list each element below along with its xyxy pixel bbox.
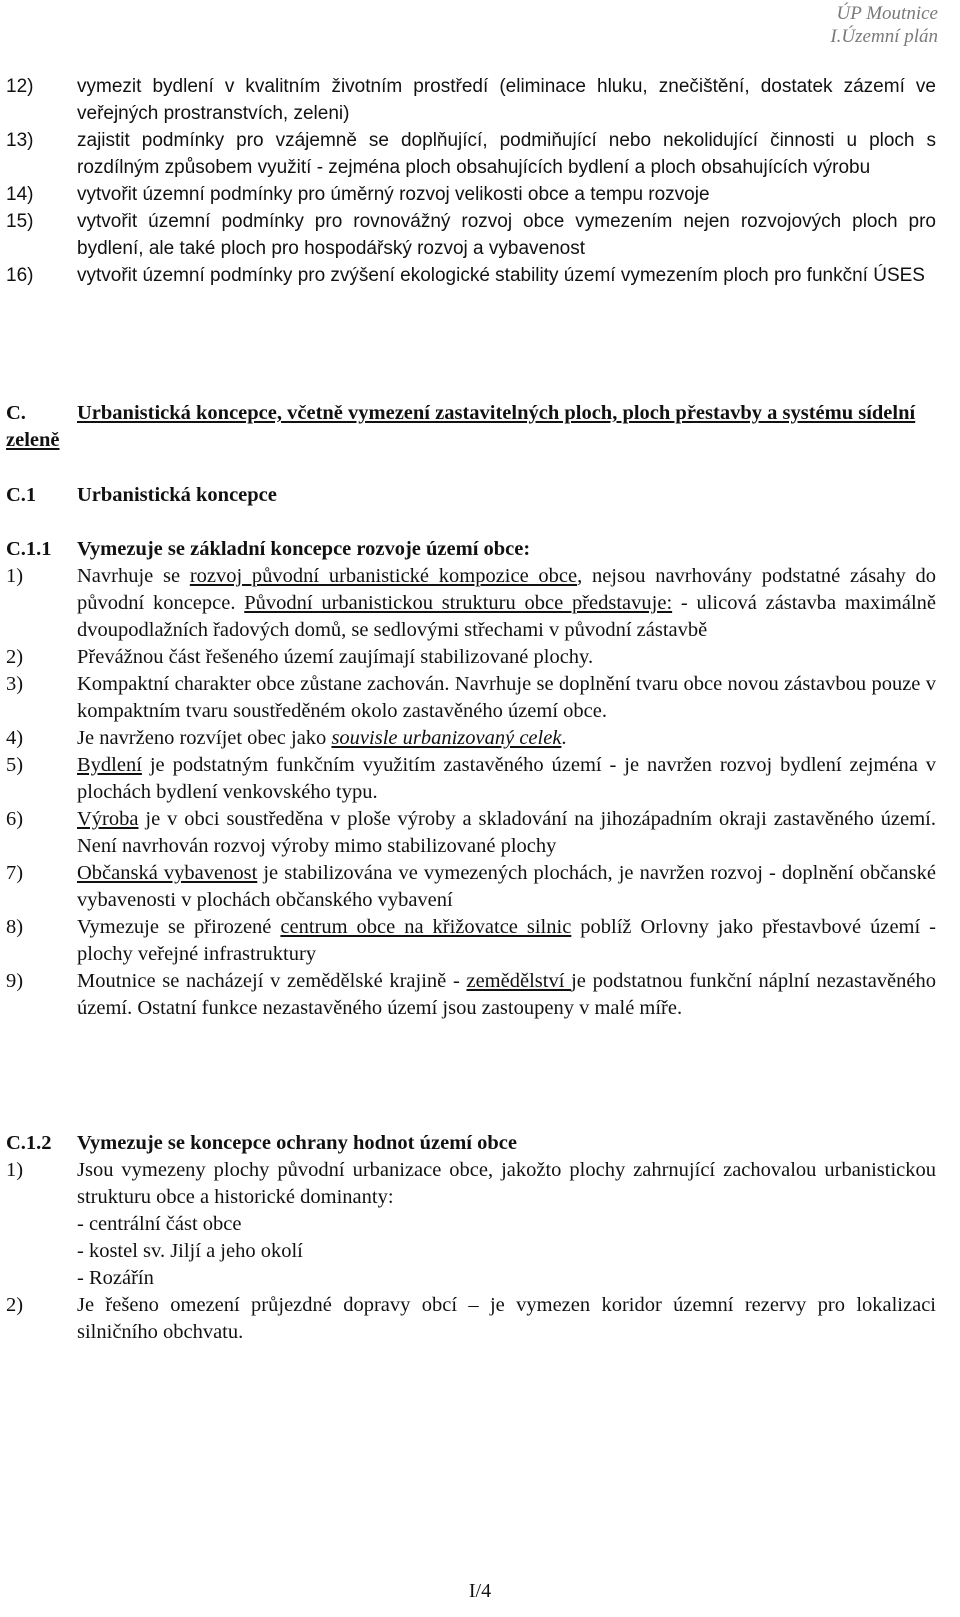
header-project: ÚP Moutnice: [836, 3, 938, 24]
text-run: Je navrženo rozvíjet obec jako: [77, 727, 332, 749]
c11-heading: [6, 536, 936, 563]
list-item: [6, 73, 936, 127]
list-item: [6, 262, 936, 289]
underlined-text: Občanská vybavenost: [77, 862, 258, 884]
list-item: [6, 563, 936, 644]
item-text: [77, 914, 936, 968]
list-item: [6, 181, 936, 208]
item-text: Převážnou část řešeného území zaujímají stabilizované plochy.: [77, 646, 594, 668]
list-item: [6, 671, 936, 725]
list-item: [6, 968, 936, 1022]
text-run: je stabilizována ve vymezených plochách, je navržen rozvoj - doplnění občanské vybavenosti v plochách občanského vybavení: [77, 862, 936, 911]
goals-list: [6, 73, 936, 289]
item-number: 14): [6, 184, 34, 205]
list-item: [6, 208, 936, 262]
item-text: [77, 968, 936, 1022]
text-run: Navrhuje se: [77, 565, 190, 587]
section-c-label: C.: [6, 402, 26, 424]
section-c-heading: [6, 400, 926, 454]
item-number: 15): [6, 211, 34, 232]
item-number: 1): [6, 1159, 24, 1181]
section-c-title: Urbanistická koncepce, včetně vymezení zastavitelných ploch, ploch přestavby a systému sídelní zeleně: [6, 402, 916, 451]
text-run: Vymezuje se přirozené: [77, 916, 281, 938]
text-run: - ulicová zástavba maximálně dvoupodlažních řadových domů, se sedlovými střechami v původní zástavbě: [77, 592, 936, 641]
item-number: 7): [6, 862, 24, 884]
item-number: 9): [6, 970, 24, 992]
emphasized-text: souvisle urbanizovaný celek: [331, 727, 562, 749]
item-text: vymezit bydlení v kvalitním životním prostředí (eliminace hluku, znečištění, dostatek zázemí ve veřejných prostranstvích, zeleni): [77, 76, 936, 124]
text-run: je podstatným funkčním využitím zastavěného území - je navržen rozvoj bydlení zejména v plochách bydlení venkovského typu.: [77, 754, 936, 803]
item-number: 2): [6, 1294, 24, 1316]
dash-item: - centrální část obce: [77, 1213, 242, 1235]
item-number: 2): [6, 646, 24, 668]
list-item: [6, 914, 936, 968]
c11-label: C.1.1: [6, 538, 52, 560]
text-run: Jsou vymezeny plochy původní urbanizace obce, jakožto plochy zahrnující zachovalou urbanistickou strukturu obce a historické dominanty:: [77, 1159, 936, 1208]
list-item: [6, 1292, 936, 1346]
header-part: I.Územní plán: [830, 26, 938, 47]
c12-label: C.1.2: [6, 1132, 52, 1154]
dash-item: - kostel sv. Jiljí a jeho okolí: [77, 1240, 303, 1262]
dash-item: - Rozářín: [77, 1267, 154, 1289]
item-text: vytvořit územní podmínky pro zvýšení ekologické stability území vymezením ploch pro funkční ÚSES: [77, 265, 925, 286]
item-text: Je řešeno omezení průjezdné dopravy obcí – je vymezen koridor územní rezervy pro lokalizaci silničního obchvatu.: [77, 1294, 936, 1343]
item-text: [77, 725, 936, 752]
list-item: [6, 752, 936, 806]
list-item: [6, 725, 936, 752]
c12-title: Vymezuje se koncepce ochrany hodnot území obce: [77, 1132, 517, 1154]
item-text: [77, 1157, 936, 1292]
page-number: I/4: [468, 1580, 492, 1602]
c1-label: C.1: [6, 484, 37, 506]
underlined-text: rozvoj původní urbanistické kompozice obce: [189, 565, 578, 587]
item-number: 1): [6, 565, 24, 587]
text-run: poblíž Orlovny jako přestavbové území - plochy veřejné infrastruktury: [77, 916, 936, 965]
item-number: 4): [6, 727, 24, 749]
item-text: [77, 752, 936, 806]
c12-heading: [6, 1130, 936, 1157]
c1-heading: [6, 482, 936, 509]
c11-section: [6, 536, 936, 1022]
item-number: 13): [6, 130, 34, 151]
item-text: zajistit podmínky pro vzájemně se doplňující, podmiňující nebo nekolidující činnosti u ploch s rozdílným způsobem využití - zejména ploch obsahujících bydlení a ploch obsahujících výrobu: [77, 130, 936, 178]
list-item: [6, 644, 936, 671]
list-item: [6, 860, 936, 914]
text-run: , nejsou navrhovány podstatné zásahy do původní koncepce.: [77, 565, 937, 614]
item-number: 12): [6, 76, 34, 97]
item-text: vytvořit územní podmínky pro rovnovážný rozvoj obce vymezením nejen rozvojových ploch pro bydlení, ale také ploch pro hospodářský rozvoj a vybavenost: [77, 211, 936, 259]
underlined-text: zemědělství: [466, 970, 572, 992]
item-text: vytvořit územní podmínky pro úměrný rozvoj velikosti obce a tempu rozvoje: [77, 184, 710, 205]
document-header: [830, 2, 938, 48]
c12-section: [6, 1130, 936, 1346]
underlined-text: Původní urbanistickou strukturu obce představuje:: [244, 592, 673, 614]
item-text: [77, 806, 936, 860]
item-number: 6): [6, 808, 24, 830]
text-run: .: [561, 727, 567, 749]
list-item: [6, 127, 936, 181]
underlined-text: centrum obce na křižovatce silnic: [280, 916, 572, 938]
list-item: [6, 806, 936, 860]
c1-title: Urbanistická koncepce: [77, 484, 277, 506]
item-text: Kompaktní charakter obce zůstane zachován. Navrhuje se doplnění tvaru obce novou zástavbou pouze v kompaktním tvaru soustředěném okolo zastavěného území obce.: [77, 673, 936, 722]
item-text: [77, 563, 936, 644]
text-run: je v obci soustředěna v ploše výroby a skladování na jihozápadním okraji zastavěného území. Není navrhován rozvoj výroby mimo stabilizované plochy: [77, 808, 936, 857]
item-number: 3): [6, 673, 24, 695]
c11-title: Vymezuje se základní koncepce rozvoje území obce:: [77, 538, 531, 560]
item-number: 8): [6, 916, 24, 938]
underlined-text: Výroba: [77, 808, 139, 830]
underlined-text: Bydlení: [77, 754, 142, 776]
item-number: 5): [6, 754, 24, 776]
item-number: 16): [6, 265, 34, 286]
text-run: Moutnice se nacházejí v zemědělské krajině -: [77, 970, 467, 992]
item-text: [77, 860, 936, 914]
text-run: je podstatnou funkční náplní nezastavěného území. Ostatní funkce nezastavěného území jsou zastoupeny v malé míře.: [77, 970, 937, 1019]
list-item: [6, 1157, 936, 1292]
